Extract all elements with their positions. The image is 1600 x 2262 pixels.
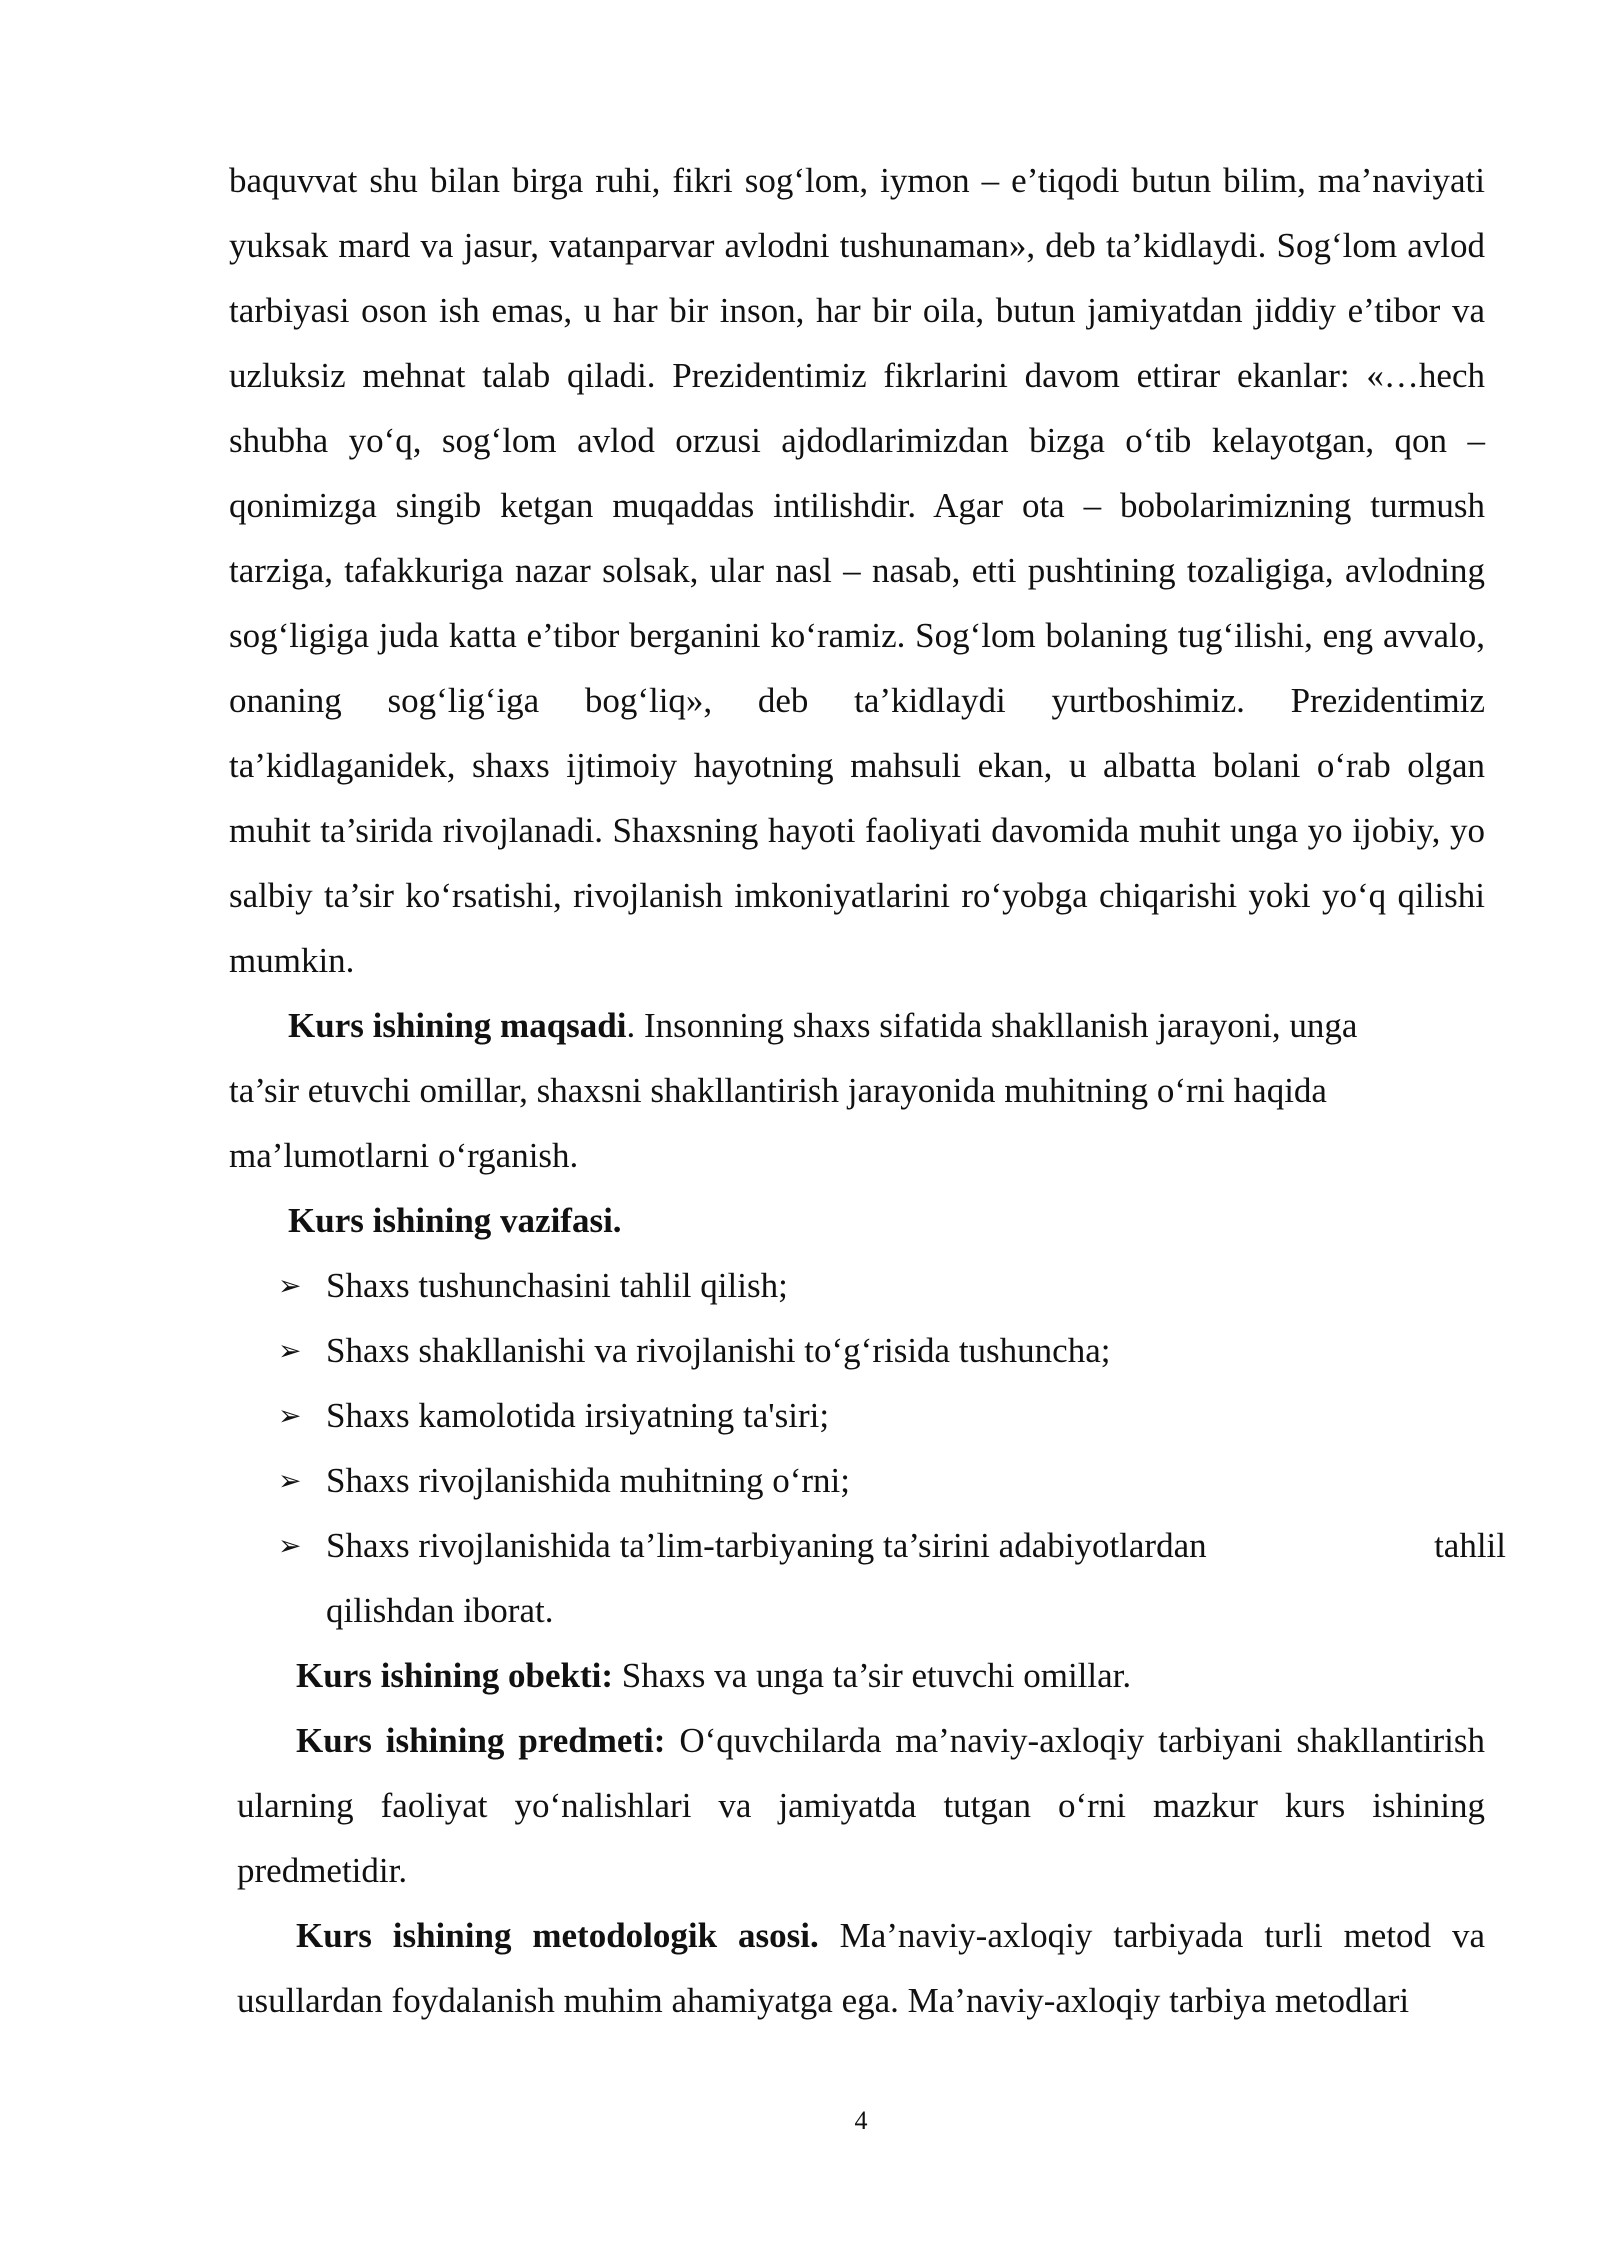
page-number: 4	[854, 2106, 868, 2135]
goal-text: . Insonning shaxs sifatida shakllanish jarayoni, unga ta’sir etuvchi omillar, shaxsni shakllantirish jarayonida muhitning o‘rni haqida ma’lumotlarni o‘rganish.	[229, 1006, 1358, 1175]
task-text: Shaxs rivojlanishida muhitning o‘rni;	[326, 1461, 850, 1500]
intro-paragraph: baquvvat shu bilan birga ruhi, fikri sog‘lom, iymon – e’tiqodi butun bilim, ma’naviyati yuksak mard va jasur, vatanparvar avlodni tushunaman», deb ta’kidlaydi. Sog‘lom avlod tarbiyasi oson ish emas, u har bir inson, har bir oila, butun jamiyatdan jiddiy e’tibor va uzluksiz mehnat talab qiladi. Prezidentimiz fikrlarini davom ettirar ekanlar: «…hech shubha yo‘q, sog‘lom avlod orzusi ajdodlarimizdan bizga o‘tib kelayotgan, qon – qonimizga singib ketgan muqaddas intilishdir. Agar ota – bobolarimizning turmush tarziga, tafakkuriga nazar solsak, ular nasl – nasab, etti pushtining tozaligiga, avlodning sog‘ligiga juda katta e’tibor berganini ko‘ramiz. Sog‘lom bolaning tug‘ilishi, eng avvalo, onaning sog‘lig‘iga bog‘liq», deb ta’kidlaydi yurtboshimiz. Prezidentimiz ta’kidlaganidek, shaxs ijtimoiy hayotning mahsuli ekan, u albatta bolani o‘rab olgan muhit ta’sirida rivojlanadi. Shaxsning hayoti faoliyati davomida muhit unga yo ijobiy, yo salbiy ta’sir ko‘rsatishi, rivojlanish imkoniyatlarini ro‘yobga chiqarishi yoki yo‘q qilishi mumkin.	[229, 161, 1485, 980]
task-text: Shaxs shakllanishi va rivojlanishi to‘g‘risida tushuncha;	[326, 1331, 1111, 1370]
goal-label: Kurs ishining maqsadi	[288, 1006, 627, 1045]
list-item	[278, 1253, 1485, 1318]
arrow-bullet-icon: ➢	[278, 1269, 302, 1302]
list-item	[278, 1448, 1485, 1513]
arrow-bullet-icon: ➢	[278, 1334, 302, 1367]
object-text: Shaxs va unga ta’sir etuvchi omillar.	[613, 1656, 1132, 1695]
subject-label: Kurs ishining predmeti:	[296, 1721, 666, 1760]
document-page	[229, 148, 1506, 2033]
methodology-paragraph	[229, 1903, 1485, 2033]
tasks-label: Kurs ishining vazifasi.	[288, 1201, 622, 1240]
task-text: Shaxs tushunchasini tahlil qilish;	[326, 1266, 788, 1305]
list-item	[278, 1318, 1485, 1383]
arrow-bullet-icon: ➢	[278, 1399, 302, 1432]
methodology-label: Kurs ishining metodologik asosi.	[296, 1916, 819, 1955]
list-item	[278, 1513, 1506, 1643]
task-text: Shaxs kamolotida irsiyatning ta'siri;	[326, 1396, 830, 1435]
subject-paragraph	[229, 1708, 1485, 1903]
tasks-heading	[229, 1188, 1485, 1253]
tasks-list	[229, 1253, 1506, 1643]
goal-paragraph	[229, 993, 1436, 1188]
subject-text: O‘quvchilarda ma’naviy-axloqiy tarbiyani shakllantirish ularning faoliyat yo‘nalishlari va jamiyatda tutgan o‘rni mazkur kurs ishining predmetidir.	[237, 1721, 1485, 1890]
object-label: Kurs ishining obekti:	[296, 1656, 614, 1695]
object-paragraph	[229, 1643, 1485, 1708]
arrow-bullet-icon: ➢	[278, 1529, 302, 1562]
task-text-continuation: qilishdan iborat.	[326, 1591, 554, 1630]
task-text-end: tahlil	[1434, 1526, 1506, 1565]
task-text: Shaxs rivojlanishida ta’lim-tarbiyaning ta’sirini adabiyotlardan	[326, 1526, 1207, 1565]
arrow-bullet-icon: ➢	[278, 1464, 302, 1497]
task-last-line	[326, 1513, 1506, 1578]
list-item	[278, 1383, 1485, 1448]
methodology-text: Ma’naviy-axloqiy tarbiyada turli metod va usullardan foydalanish muhim ahamiyatga ega. Ma’naviy-axloqiy tarbiya metodlari	[237, 1916, 1485, 2020]
